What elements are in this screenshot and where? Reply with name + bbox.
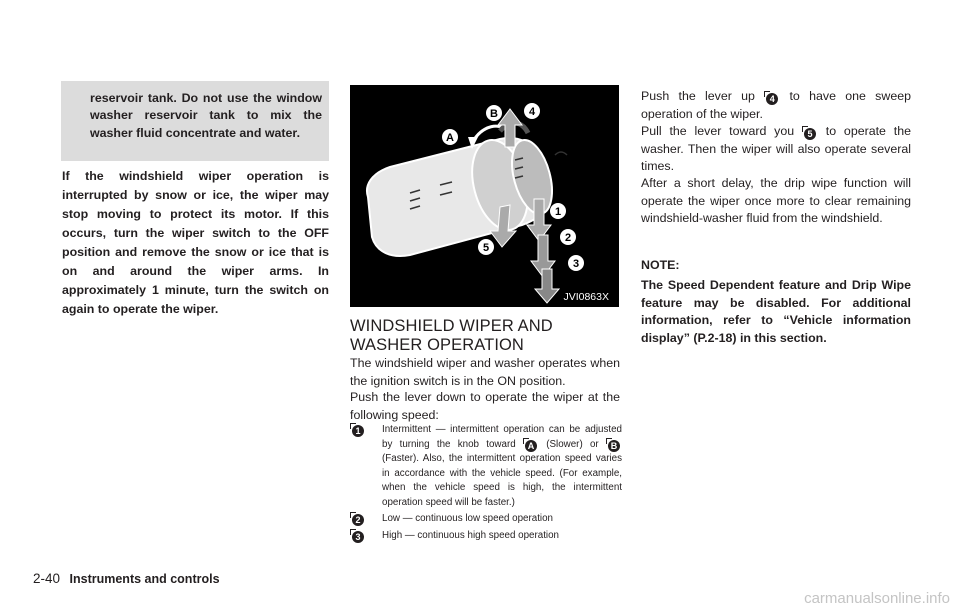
list-item (350, 529, 622, 544)
item-2-text: Low — continuous low speed operation (382, 513, 554, 524)
drip-wipe-paragraph: After a short delay, the drip wipe function will operate the wiper once more to clear remaining windshield-washer fluid from the windshield. (641, 176, 911, 226)
push-up-post: to have one sweep operation of the wiper. (641, 89, 911, 121)
push-down-paragraph: Push the lever down to operate the wiper at the following speed: (350, 390, 620, 422)
callout-2: 2 (564, 232, 572, 244)
callout-1: 1 (554, 206, 562, 218)
step-1-badge: 1 (352, 425, 364, 437)
intro-paragraph: The windshield wiper and washer operates when the ignition switch is in the ON position. (350, 356, 620, 388)
step-4-badge: 4 (766, 93, 778, 105)
note-heading: NOTE: (641, 258, 680, 272)
pull-post: to operate the washer. Then the wiper will also operate several times. (641, 124, 911, 174)
footer-section: Instruments and controls (69, 572, 220, 586)
warning-text: reservoir tank. Do not use the window washer reservoir tank to mix the washer fluid concentrate and water. (90, 91, 322, 140)
step-2-badge: 2 (352, 514, 364, 526)
callout-3: 3 (572, 258, 580, 270)
wiper-interrupt-paragraph: If the windshield wiper operation is interrupted by snow or ice, the wiper may stop moving to protect its motor. If this occurs, turn the wiper switch to the OFF position and remove the snow or ice that is on and around the wiper arms. In approximately 1 minute, turn the switch on again to operate the wiper. (62, 169, 329, 316)
pull-pre: Pull the lever toward you (641, 124, 795, 138)
callout-a-badge: A (525, 440, 537, 452)
push-up-pre: Push the lever up (641, 89, 755, 103)
speed-list (350, 423, 622, 545)
step-3-badge: 3 (352, 531, 364, 543)
item-1-mid: (Slower) or (546, 438, 599, 450)
item-1-post: (Faster). Also, the intermittent operation speed varies in accordance with the vehicle speed. (For example, when the vehicle speed is high, the intermittent operation speed will be faster.) (382, 453, 622, 508)
item-3-text: High — continuous high speed operation (382, 529, 560, 541)
callout-4: 4 (528, 106, 536, 118)
list-item (350, 512, 622, 527)
note-post: ” (P.2-18) in this section. (683, 330, 827, 345)
page-footer (33, 571, 220, 586)
step-5-badge: 5 (804, 128, 816, 140)
callout-b: B (490, 108, 498, 120)
note-ref: Vehicle information display (641, 313, 912, 345)
callout-5: 5 (482, 242, 490, 254)
callout-a: A (446, 132, 454, 144)
note-body (641, 277, 911, 347)
callout-b-badge: B (608, 440, 620, 452)
watermark: carmanualsonline.info (804, 590, 950, 607)
note-pre: The Speed Dependent feature and Drip Wipe feature may be disabled. For additional information, refer to “ (641, 278, 911, 328)
list-item (350, 423, 622, 510)
item-1-text: Intermittent — intermittent operation can be adjusted by turning the knob toward (382, 424, 622, 450)
section-title: WINDSHIELD WIPER AND WASHER OPERATION (350, 317, 553, 354)
push-up-paragraph (641, 88, 911, 123)
wiper-lever-illustration (350, 85, 619, 307)
pull-paragraph (641, 123, 911, 176)
page-number: 2-40 (33, 571, 61, 586)
figure-caption: JVI0863X (563, 291, 609, 303)
wiper-lever-figure (350, 85, 619, 307)
